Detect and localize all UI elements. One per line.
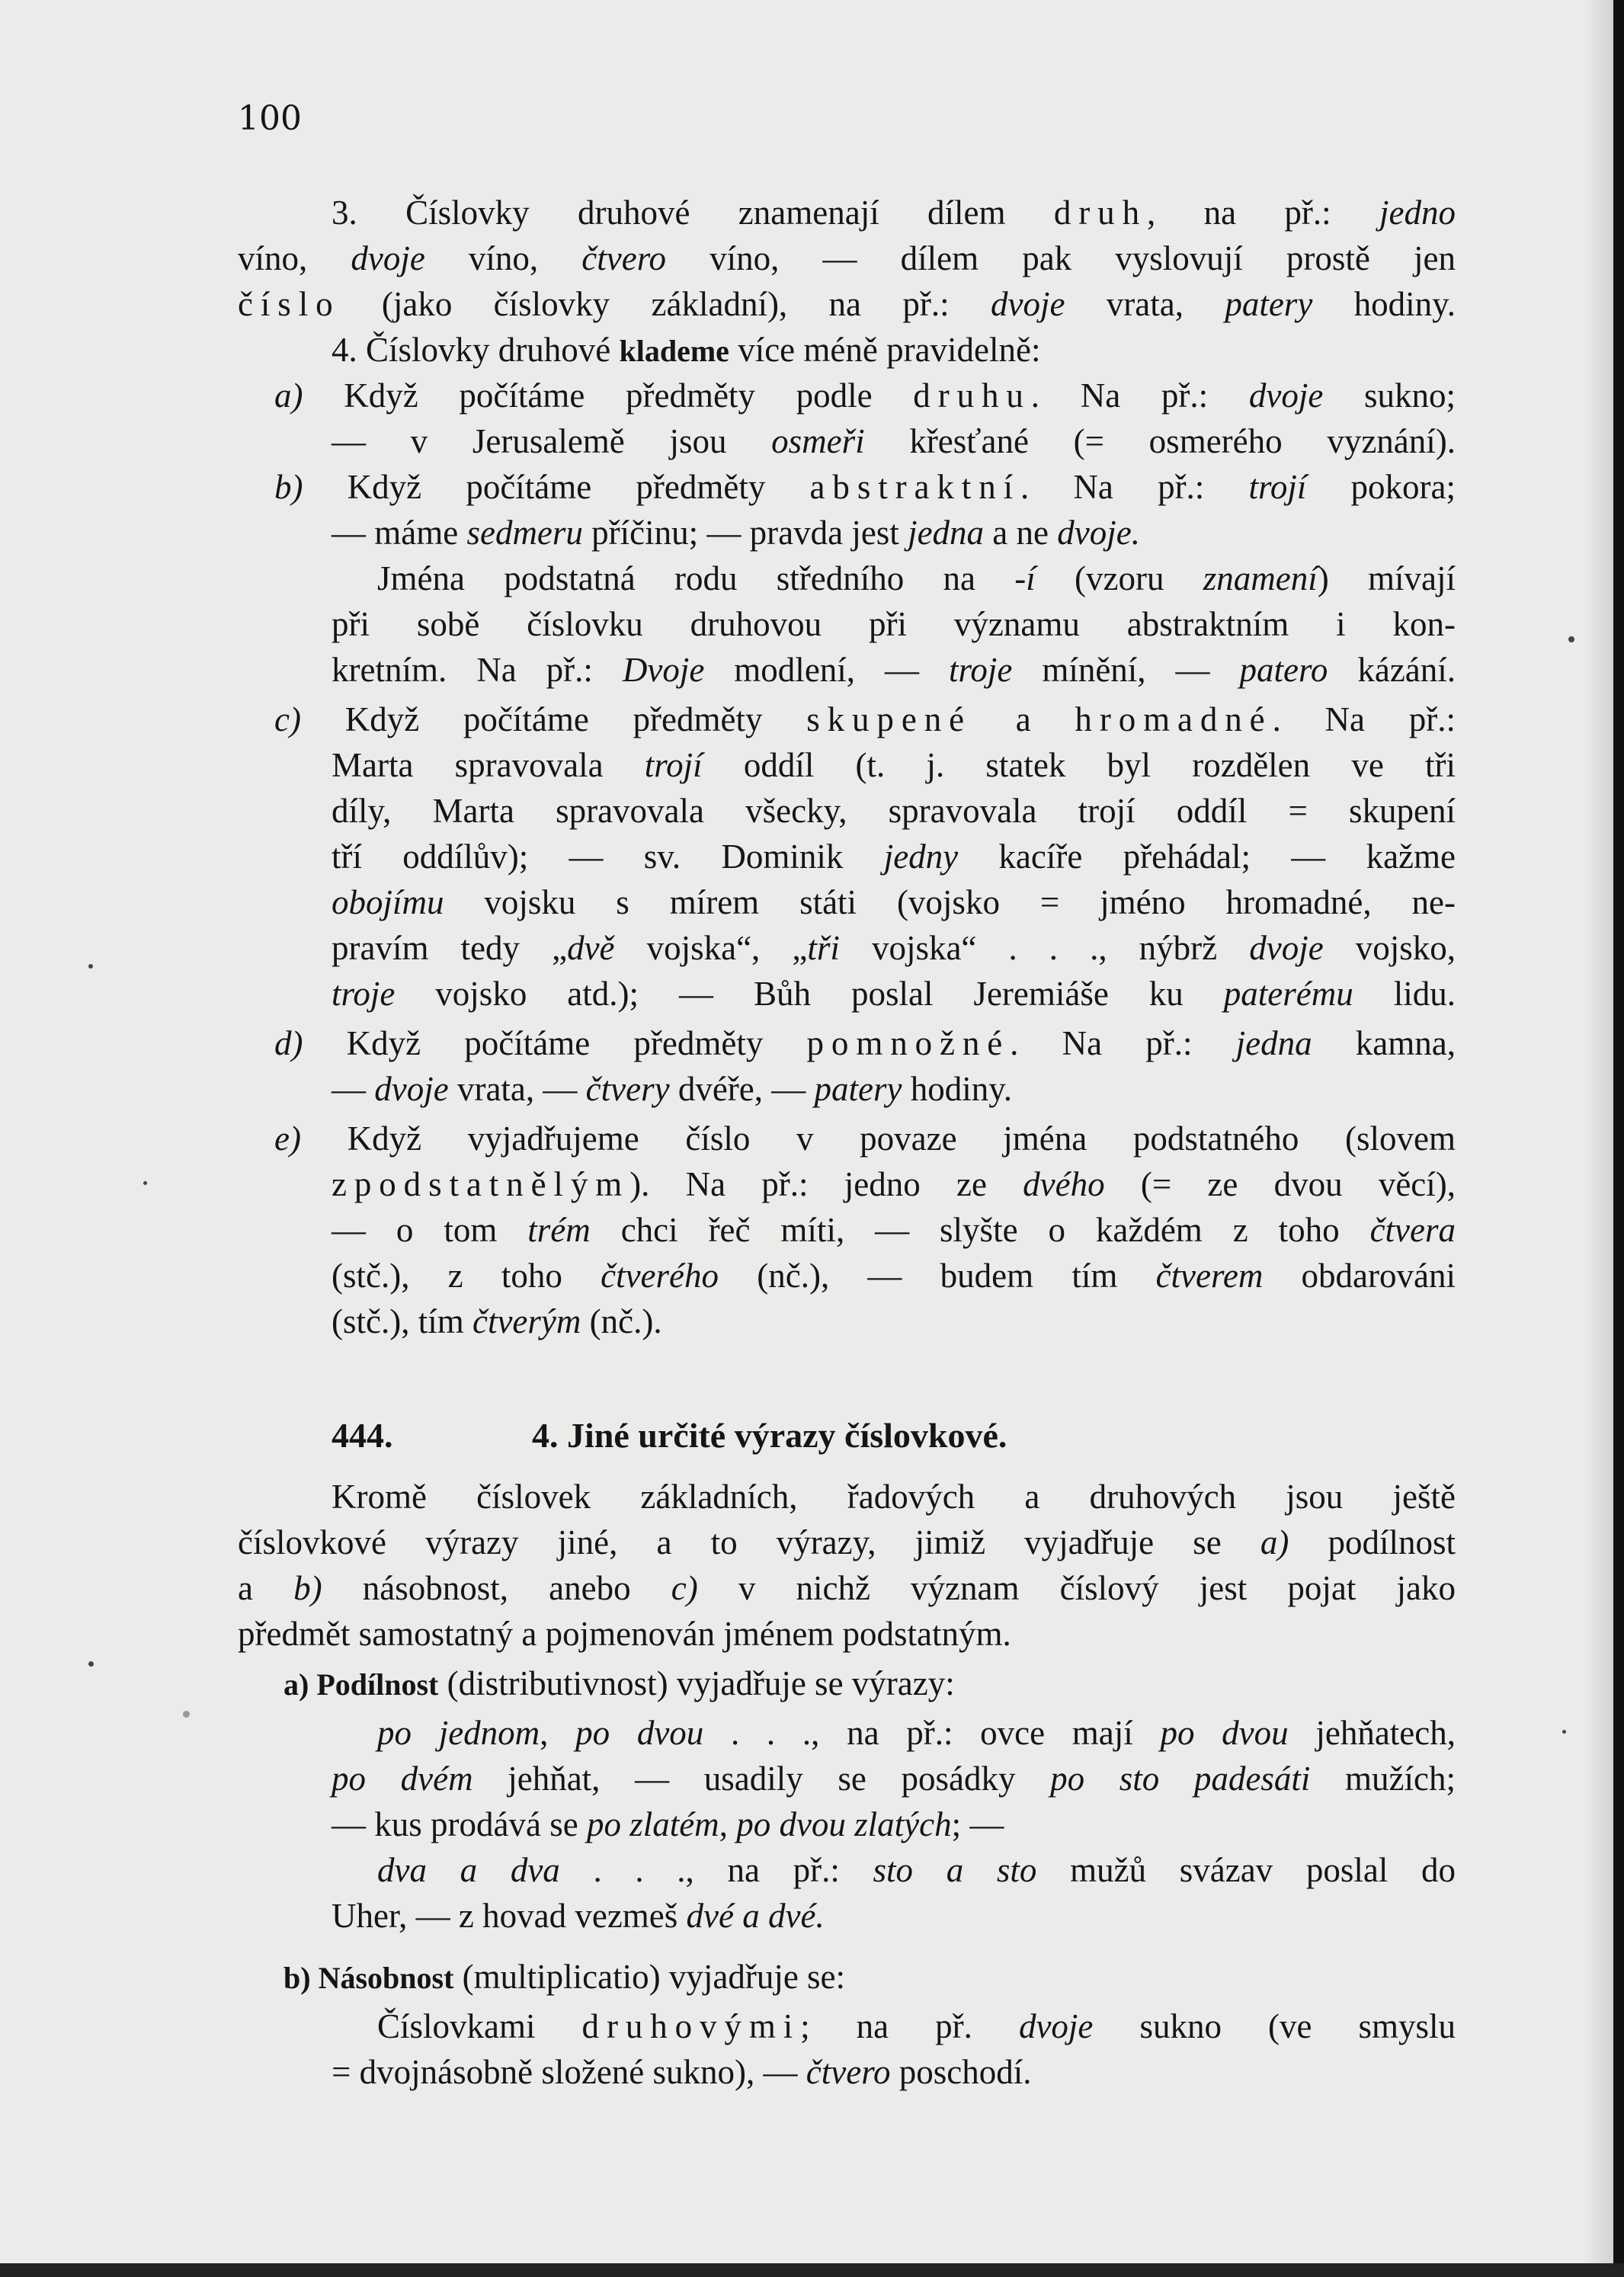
text-line: — kus prodává se po zlatém, po dvou zlatých; — (332, 1805, 1004, 1843)
text-line: po jednom, po dvou . . ., na př.: ovce mají po dvou jehňatech, (377, 1714, 1456, 1752)
text-line: — dvoje vrata, — čtvery dvéře, — patery hodiny. (332, 1070, 1013, 1108)
text-line: troje vojsko atd.); — Bůh poslal Jeremiáše ku paterému lidu. (332, 975, 1456, 1013)
page-bottom-edge (0, 2263, 1624, 2277)
text-line: dva a dva . . ., na př.: sto a sto mužů svázav poslal do (377, 1851, 1456, 1889)
text-line: = dvojnásobně složené sukno), — čtvero poschodí. (332, 2053, 1032, 2091)
text-line: pravím tedy „dvě vojska“, „tři vojska“ . . ., nýbrž dvoje vojsko, (332, 929, 1456, 967)
scan-speck (183, 1711, 190, 1718)
list-item-d: d) Když počítáme předměty pomnožné. Na př.: jedna kamna, (274, 1024, 1456, 1062)
text-line: Číslovkami druhovými; na př. dvoje sukno (ve smyslu (377, 2007, 1456, 2045)
section-title: 4. Jiné určité výrazy číslovkové. (532, 1416, 1007, 1455)
text-line: díly, Marta spravovala všecky, spravovala trojí oddíl = skupení (332, 792, 1456, 830)
page-edge-shadow (1583, 0, 1613, 2277)
text-line: — máme sedmeru příčinu; — pravda jest jedna a ne dvoje. (332, 514, 1140, 552)
list-item-b: b) Když počítáme předměty abstraktní. Na př.: trojí pokora; (274, 468, 1456, 506)
text-line: Kromě číslovek základních, řadových a druhových jsou ještě (332, 1478, 1456, 1516)
text-line: číslo (jako číslovky základní), na př.: dvoje vrata, patery hodiny. (238, 285, 1456, 323)
text-line: 4. Číslovky druhové klademe více méně pravidelně: (332, 331, 1041, 369)
text-line: Uher, — z hovad vezmeš dvé a dvé. (332, 1897, 825, 1935)
scan-speck (143, 1181, 147, 1185)
scan-speck (1568, 636, 1574, 642)
text-line: po dvém jehňat, — usadily se posádky po sto padesáti mužích; (332, 1760, 1456, 1798)
subsection-heading-a: a) Podílnost (distributivnost) vyjadřuje se výrazy: (283, 1664, 955, 1702)
text-line: a b) násobnost, anebo c) v nichž význam číslový jest pojat jako (238, 1569, 1456, 1607)
text-line: zpodstatnělým). Na př.: jedno ze dvého (= ze dvou věcí), (332, 1165, 1456, 1203)
text-line: (stč.), z toho čtverého (nč.), — budem tím čtverem obdarováni (332, 1257, 1456, 1295)
subsection-heading-b: b) Násobnost (multiplicatio) vyjadřuje se: (283, 1958, 846, 1996)
text-line: (stč.), tím čtverým (nč.). (332, 1302, 662, 1340)
text-line: — o tom trém chci řeč míti, — slyšte o každém z toho čtvera (332, 1211, 1456, 1249)
scan-speck (88, 1661, 94, 1667)
section-number: 444. (332, 1416, 393, 1455)
text-line: Jména podstatná rodu středního na -í (vzoru znamení) mívají (377, 559, 1456, 597)
text-line: kretním. Na př.: Dvoje modlení, — troje mínění, — patero kázání. (332, 651, 1456, 689)
scan-speck (1562, 1730, 1566, 1734)
text-line: předmět samostatný a pojmenován jménem podstatným. (238, 1615, 1011, 1653)
text-line: — v Jerusalemě jsou osmeři křesťané (= osmerého vyznání). (332, 422, 1456, 460)
text-line: víno, dvoje víno, čtvero víno, — dílem pak vyslovují prostě jen (238, 239, 1456, 277)
text-line: Marta spravovala trojí oddíl (t. j. statek byl rozdělen ve tři (332, 746, 1456, 784)
list-item-e: e) Když vyjadřujeme číslo v povaze jména podstatného (slovem (274, 1119, 1456, 1158)
page-number: 100 (238, 99, 302, 138)
text-line: při sobě číslovku druhovou při významu abstraktním i kon- (332, 605, 1456, 643)
text-line: obojímu vojsku s mírem státi (vojsko = jméno hromadné, ne- (332, 883, 1456, 921)
text-line: 3. Číslovky druhové znamenají dílem druh, na př.: jedno (332, 194, 1456, 232)
text-line: číslovkové výrazy jiné, a to výrazy, jimiž vyjadřuje se a) podílnost (238, 1523, 1456, 1561)
page-edge (1613, 0, 1624, 2277)
text-line: tří oddílův); — sv. Dominik jedny kacíře přehádal; — kažme (332, 837, 1456, 876)
list-item-a: a) Když počítáme předměty podle druhu. Na př.: dvoje sukno; (274, 376, 1456, 415)
list-item-c: c) Když počítáme předměty skupené a hromadné. Na př.: (274, 700, 1456, 738)
scan-speck (88, 964, 93, 969)
